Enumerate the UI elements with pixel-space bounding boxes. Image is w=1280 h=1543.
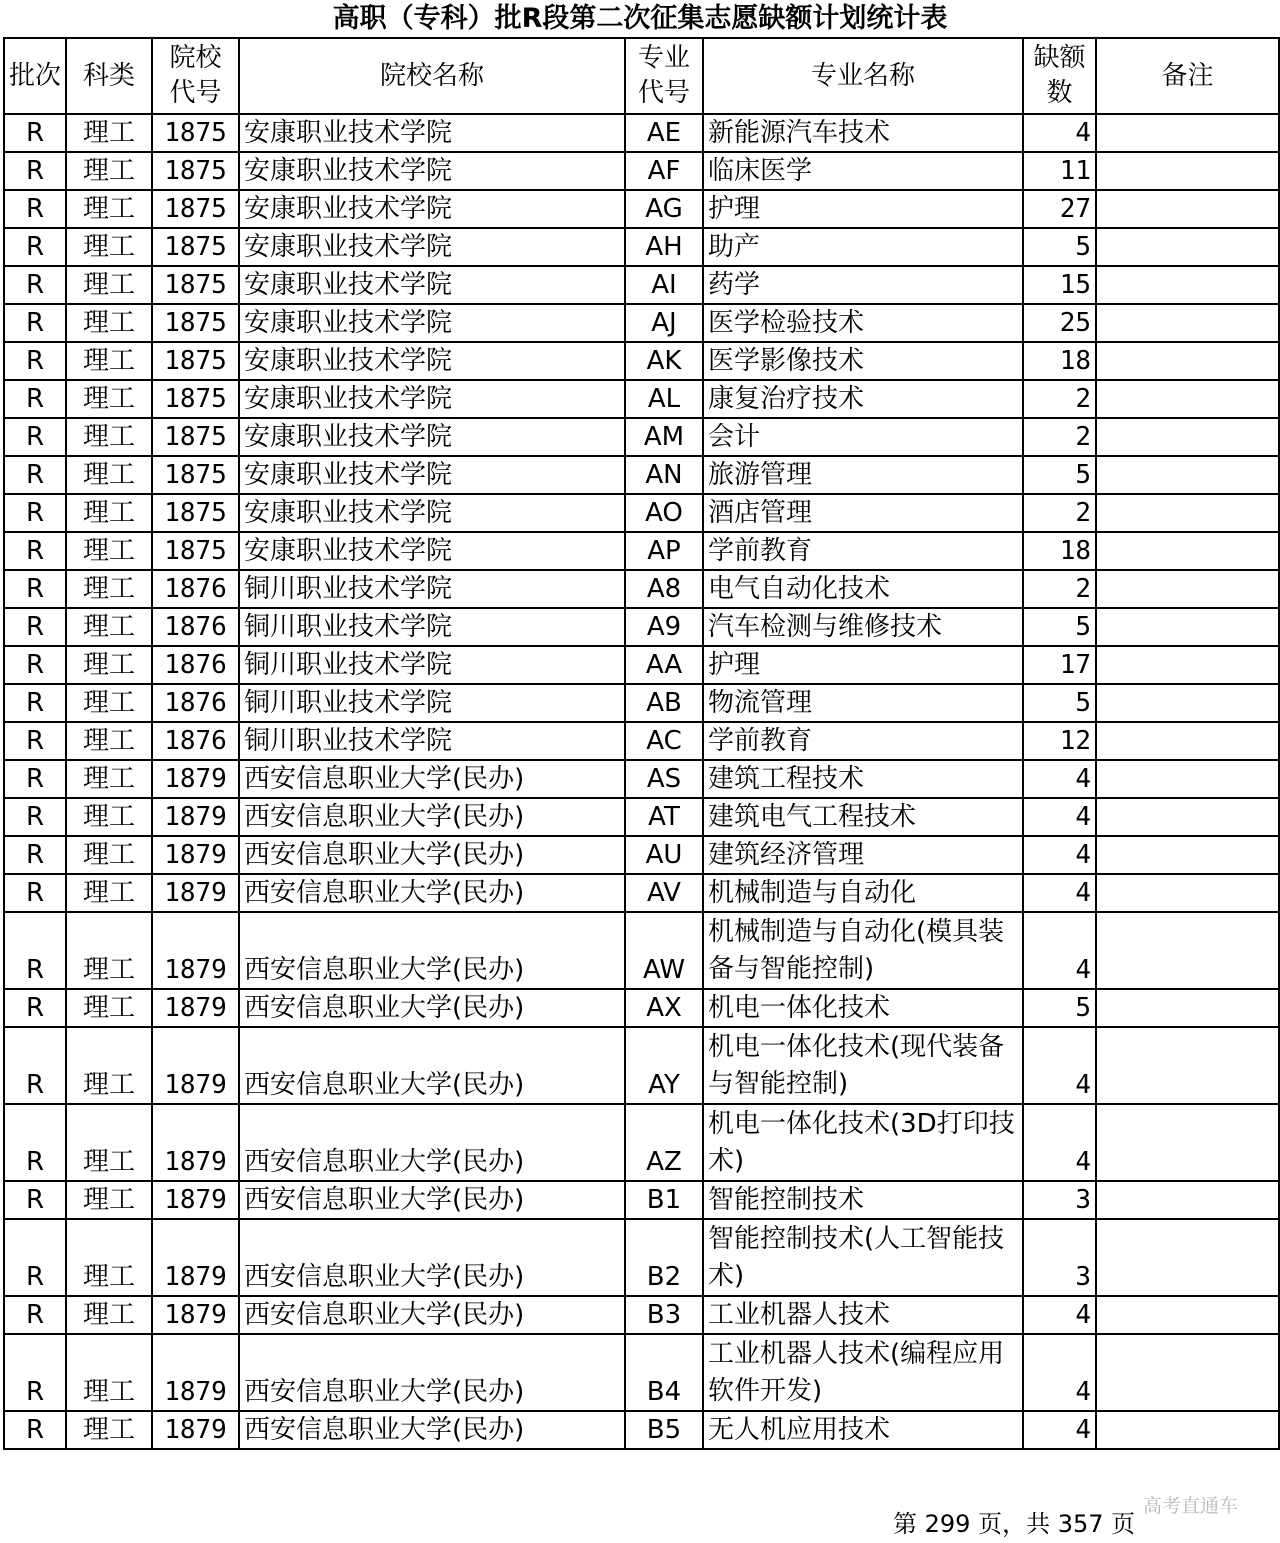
table-row	[4, 114, 1279, 152]
table-row	[4, 1411, 1279, 1449]
cell-note	[1096, 418, 1279, 456]
cell-vacancy: 4	[1023, 1296, 1096, 1334]
cell-vacancy: 27	[1023, 190, 1096, 228]
header-major-code: 专业代号	[625, 38, 703, 114]
cell-vacancy: 4	[1023, 114, 1096, 152]
cell-major-code: A9	[625, 608, 703, 646]
cell-school-name: 西安信息职业大学(民办)	[239, 760, 625, 798]
cell-school-code: 1879	[152, 1027, 239, 1104]
cell-vacancy: 2	[1023, 570, 1096, 608]
cell-category: 理工	[66, 570, 152, 608]
table-row	[4, 989, 1279, 1027]
cell-major-code: AP	[625, 532, 703, 570]
cell-school-name: 西安信息职业大学(民办)	[239, 1296, 625, 1334]
cell-batch: R	[4, 760, 66, 798]
cell-note	[1096, 456, 1279, 494]
cell-category: 理工	[66, 380, 152, 418]
cell-school-code: 1879	[152, 912, 239, 989]
header-batch: 批次	[4, 38, 66, 114]
cell-batch: R	[4, 570, 66, 608]
cell-school-name: 西安信息职业大学(民办)	[239, 1334, 625, 1411]
cell-vacancy: 11	[1023, 152, 1096, 190]
cell-major-name: 汽车检测与维修技术	[703, 608, 1023, 646]
cell-note	[1096, 532, 1279, 570]
cell-school-name: 安康职业技术学院	[239, 494, 625, 532]
cell-note	[1096, 608, 1279, 646]
cell-major-name: 机电一体化技术(3D打印技术)	[703, 1104, 1023, 1181]
table-row	[4, 1104, 1279, 1181]
page-title: 高职（专科）批R段第二次征集志愿缺额计划统计表	[332, 3, 948, 34]
table-row	[4, 1296, 1279, 1334]
cell-note	[1096, 760, 1279, 798]
cell-note	[1096, 912, 1279, 989]
cell-vacancy: 3	[1023, 1219, 1096, 1296]
cell-vacancy: 5	[1023, 684, 1096, 722]
cell-note	[1096, 1334, 1279, 1411]
cell-batch: R	[4, 342, 66, 380]
cell-vacancy: 4	[1023, 1027, 1096, 1104]
cell-major-name: 建筑工程技术	[703, 760, 1023, 798]
cell-major-code: AN	[625, 456, 703, 494]
cell-school-name: 安康职业技术学院	[239, 228, 625, 266]
cell-vacancy: 2	[1023, 418, 1096, 456]
cell-school-code: 1879	[152, 798, 239, 836]
cell-category: 理工	[66, 494, 152, 532]
cell-batch: R	[4, 304, 66, 342]
cell-note	[1096, 228, 1279, 266]
vacancy-plan-table	[3, 37, 1280, 1450]
table-row	[4, 798, 1279, 836]
cell-school-code: 1879	[152, 874, 239, 912]
cell-batch: R	[4, 608, 66, 646]
table-row	[4, 1181, 1279, 1219]
cell-batch: R	[4, 494, 66, 532]
cell-major-code: AY	[625, 1027, 703, 1104]
cell-major-name: 药学	[703, 266, 1023, 304]
cell-vacancy: 3	[1023, 1181, 1096, 1219]
cell-school-code: 1879	[152, 1411, 239, 1449]
cell-major-name: 医学检验技术	[703, 304, 1023, 342]
cell-vacancy: 5	[1023, 228, 1096, 266]
cell-major-code: AT	[625, 798, 703, 836]
cell-major-name: 电气自动化技术	[703, 570, 1023, 608]
table-row	[4, 1334, 1279, 1411]
cell-category: 理工	[66, 190, 152, 228]
cell-note	[1096, 380, 1279, 418]
cell-school-code: 1875	[152, 532, 239, 570]
cell-note	[1096, 1027, 1279, 1104]
cell-batch: R	[4, 874, 66, 912]
cell-batch: R	[4, 266, 66, 304]
cell-school-code: 1879	[152, 1219, 239, 1296]
table-row	[4, 152, 1279, 190]
cell-vacancy: 5	[1023, 989, 1096, 1027]
cell-note	[1096, 722, 1279, 760]
cell-school-code: 1879	[152, 1181, 239, 1219]
cell-major-name: 建筑电气工程技术	[703, 798, 1023, 836]
table-row	[4, 570, 1279, 608]
cell-note	[1096, 570, 1279, 608]
cell-batch: R	[4, 798, 66, 836]
cell-school-code: 1876	[152, 646, 239, 684]
cell-vacancy: 4	[1023, 874, 1096, 912]
cell-category: 理工	[66, 1104, 152, 1181]
cell-vacancy: 5	[1023, 456, 1096, 494]
cell-school-name: 安康职业技术学院	[239, 380, 625, 418]
cell-category: 理工	[66, 1411, 152, 1449]
cell-vacancy: 2	[1023, 494, 1096, 532]
cell-school-code: 1875	[152, 494, 239, 532]
cell-category: 理工	[66, 152, 152, 190]
cell-school-name: 西安信息职业大学(民办)	[239, 1104, 625, 1181]
cell-batch: R	[4, 1296, 66, 1334]
cell-vacancy: 4	[1023, 1334, 1096, 1411]
table-row	[4, 608, 1279, 646]
cell-major-code: B2	[625, 1219, 703, 1296]
header-school-name: 院校名称	[239, 38, 625, 114]
cell-major-name: 机电一体化技术(现代装备与智能控制)	[703, 1027, 1023, 1104]
table-row	[4, 380, 1279, 418]
cell-school-name: 西安信息职业大学(民办)	[239, 1219, 625, 1296]
cell-school-code: 1876	[152, 608, 239, 646]
cell-major-code: AZ	[625, 1104, 703, 1181]
cell-school-code: 1875	[152, 266, 239, 304]
cell-category: 理工	[66, 646, 152, 684]
cell-major-name: 物流管理	[703, 684, 1023, 722]
cell-major-name: 学前教育	[703, 532, 1023, 570]
table-row	[4, 456, 1279, 494]
cell-batch: R	[4, 1104, 66, 1181]
cell-batch: R	[4, 380, 66, 418]
cell-category: 理工	[66, 798, 152, 836]
cell-major-name: 旅游管理	[703, 456, 1023, 494]
cell-batch: R	[4, 1027, 66, 1104]
cell-major-name: 临床医学	[703, 152, 1023, 190]
cell-school-code: 1875	[152, 228, 239, 266]
cell-major-code: AO	[625, 494, 703, 532]
cell-vacancy: 2	[1023, 380, 1096, 418]
cell-major-name: 助产	[703, 228, 1023, 266]
cell-school-code: 1875	[152, 152, 239, 190]
cell-major-name: 酒店管理	[703, 494, 1023, 532]
cell-school-code: 1879	[152, 989, 239, 1027]
cell-category: 理工	[66, 456, 152, 494]
cell-category: 理工	[66, 114, 152, 152]
cell-major-name: 医学影像技术	[703, 342, 1023, 380]
header-category: 科类	[66, 38, 152, 114]
cell-category: 理工	[66, 836, 152, 874]
table-row	[4, 912, 1279, 989]
cell-note	[1096, 836, 1279, 874]
cell-note	[1096, 1411, 1279, 1449]
table-row	[4, 266, 1279, 304]
cell-major-name: 会计	[703, 418, 1023, 456]
cell-major-code: AE	[625, 114, 703, 152]
cell-major-name: 智能控制技术	[703, 1181, 1023, 1219]
cell-category: 理工	[66, 266, 152, 304]
cell-vacancy: 4	[1023, 760, 1096, 798]
cell-school-code: 1875	[152, 304, 239, 342]
cell-school-name: 西安信息职业大学(民办)	[239, 874, 625, 912]
cell-school-name: 铜川职业技术学院	[239, 722, 625, 760]
cell-note	[1096, 494, 1279, 532]
cell-note	[1096, 152, 1279, 190]
cell-batch: R	[4, 1219, 66, 1296]
cell-note	[1096, 684, 1279, 722]
cell-category: 理工	[66, 874, 152, 912]
cell-major-code: AI	[625, 266, 703, 304]
cell-batch: R	[4, 228, 66, 266]
cell-school-code: 1879	[152, 760, 239, 798]
cell-major-name: 机械制造与自动化(模具装备与智能控制)	[703, 912, 1023, 989]
cell-major-code: AK	[625, 342, 703, 380]
cell-school-code: 1876	[152, 570, 239, 608]
cell-category: 理工	[66, 760, 152, 798]
cell-major-name: 无人机应用技术	[703, 1411, 1023, 1449]
cell-school-name: 西安信息职业大学(民办)	[239, 912, 625, 989]
cell-school-name: 安康职业技术学院	[239, 418, 625, 456]
table-row	[4, 874, 1279, 912]
table-row	[4, 342, 1279, 380]
table-row	[4, 1027, 1279, 1104]
cell-school-code: 1876	[152, 722, 239, 760]
cell-school-name: 安康职业技术学院	[239, 152, 625, 190]
cell-school-name: 安康职业技术学院	[239, 190, 625, 228]
cell-major-name: 工业机器人技术	[703, 1296, 1023, 1334]
cell-vacancy: 4	[1023, 912, 1096, 989]
cell-batch: R	[4, 989, 66, 1027]
cell-note	[1096, 304, 1279, 342]
cell-category: 理工	[66, 532, 152, 570]
cell-vacancy: 4	[1023, 1104, 1096, 1181]
cell-major-code: AU	[625, 836, 703, 874]
cell-note	[1096, 989, 1279, 1027]
cell-major-code: AH	[625, 228, 703, 266]
cell-category: 理工	[66, 1181, 152, 1219]
cell-school-code: 1875	[152, 456, 239, 494]
cell-vacancy: 17	[1023, 646, 1096, 684]
table-header-row	[4, 38, 1279, 114]
cell-major-name: 护理	[703, 190, 1023, 228]
cell-vacancy: 12	[1023, 722, 1096, 760]
cell-major-code: AX	[625, 989, 703, 1027]
cell-school-name: 安康职业技术学院	[239, 456, 625, 494]
header-school-code: 院校代号	[152, 38, 239, 114]
table-row	[4, 494, 1279, 532]
table-row	[4, 418, 1279, 456]
cell-school-code: 1875	[152, 114, 239, 152]
cell-major-code: B3	[625, 1296, 703, 1334]
cell-major-code: AF	[625, 152, 703, 190]
cell-category: 理工	[66, 989, 152, 1027]
cell-school-code: 1875	[152, 342, 239, 380]
cell-vacancy: 18	[1023, 342, 1096, 380]
table-row	[4, 684, 1279, 722]
cell-note	[1096, 1181, 1279, 1219]
cell-major-code: B5	[625, 1411, 703, 1449]
table-row	[4, 228, 1279, 266]
table-row	[4, 304, 1279, 342]
cell-batch: R	[4, 1181, 66, 1219]
cell-major-code: AL	[625, 380, 703, 418]
cell-major-code: AA	[625, 646, 703, 684]
cell-major-code: AC	[625, 722, 703, 760]
cell-school-name: 铜川职业技术学院	[239, 684, 625, 722]
cell-note	[1096, 1219, 1279, 1296]
table-row	[4, 722, 1279, 760]
cell-category: 理工	[66, 1296, 152, 1334]
cell-school-name: 铜川职业技术学院	[239, 570, 625, 608]
cell-note	[1096, 342, 1279, 380]
cell-batch: R	[4, 190, 66, 228]
cell-school-name: 安康职业技术学院	[239, 342, 625, 380]
cell-note	[1096, 646, 1279, 684]
cell-category: 理工	[66, 228, 152, 266]
cell-major-code: AV	[625, 874, 703, 912]
cell-batch: R	[4, 152, 66, 190]
cell-vacancy: 18	[1023, 532, 1096, 570]
cell-school-name: 安康职业技术学院	[239, 532, 625, 570]
cell-major-name: 智能控制技术(人工智能技术)	[703, 1219, 1023, 1296]
cell-major-code: AB	[625, 684, 703, 722]
cell-major-code: AW	[625, 912, 703, 989]
cell-school-code: 1879	[152, 836, 239, 874]
cell-school-code: 1875	[152, 418, 239, 456]
cell-major-name: 学前教育	[703, 722, 1023, 760]
cell-batch: R	[4, 1334, 66, 1411]
cell-school-name: 安康职业技术学院	[239, 114, 625, 152]
cell-school-code: 1879	[152, 1296, 239, 1334]
cell-batch: R	[4, 836, 66, 874]
cell-batch: R	[4, 646, 66, 684]
cell-category: 理工	[66, 418, 152, 456]
cell-school-name: 西安信息职业大学(民办)	[239, 989, 625, 1027]
cell-note	[1096, 874, 1279, 912]
cell-category: 理工	[66, 684, 152, 722]
cell-vacancy: 4	[1023, 798, 1096, 836]
cell-major-code: AS	[625, 760, 703, 798]
cell-major-code: AG	[625, 190, 703, 228]
cell-category: 理工	[66, 608, 152, 646]
cell-category: 理工	[66, 342, 152, 380]
cell-vacancy: 4	[1023, 836, 1096, 874]
cell-category: 理工	[66, 912, 152, 989]
cell-batch: R	[4, 912, 66, 989]
header-note: 备注	[1096, 38, 1279, 114]
cell-major-code: AM	[625, 418, 703, 456]
cell-category: 理工	[66, 1334, 152, 1411]
page-number: 第 299 页，共 357 页	[893, 1510, 1136, 1538]
cell-batch: R	[4, 1411, 66, 1449]
cell-note	[1096, 798, 1279, 836]
header-vacancy: 缺额数	[1023, 38, 1096, 114]
cell-batch: R	[4, 114, 66, 152]
cell-major-name: 建筑经济管理	[703, 836, 1023, 874]
table-row	[4, 190, 1279, 228]
cell-school-name: 安康职业技术学院	[239, 304, 625, 342]
cell-major-code: AJ	[625, 304, 703, 342]
table-body	[4, 114, 1279, 1449]
cell-major-name: 护理	[703, 646, 1023, 684]
cell-note	[1096, 190, 1279, 228]
cell-note	[1096, 1104, 1279, 1181]
cell-category: 理工	[66, 1027, 152, 1104]
cell-school-code: 1875	[152, 380, 239, 418]
cell-school-code: 1879	[152, 1334, 239, 1411]
cell-category: 理工	[66, 1219, 152, 1296]
cell-school-name: 铜川职业技术学院	[239, 646, 625, 684]
cell-vacancy: 15	[1023, 266, 1096, 304]
cell-school-name: 西安信息职业大学(民办)	[239, 836, 625, 874]
cell-school-name: 西安信息职业大学(民办)	[239, 1181, 625, 1219]
cell-batch: R	[4, 418, 66, 456]
cell-category: 理工	[66, 722, 152, 760]
cell-major-name: 工业机器人技术(编程应用软件开发)	[703, 1334, 1023, 1411]
table-row	[4, 1219, 1279, 1296]
cell-major-name: 机电一体化技术	[703, 989, 1023, 1027]
cell-major-code: B1	[625, 1181, 703, 1219]
cell-note	[1096, 114, 1279, 152]
cell-batch: R	[4, 722, 66, 760]
watermark-text: 高考直通车	[1143, 1495, 1239, 1517]
cell-school-name: 西安信息职业大学(民办)	[239, 1411, 625, 1449]
cell-major-name: 康复治疗技术	[703, 380, 1023, 418]
cell-vacancy: 25	[1023, 304, 1096, 342]
cell-school-name: 西安信息职业大学(民办)	[239, 1027, 625, 1104]
cell-school-code: 1879	[152, 1104, 239, 1181]
cell-vacancy: 5	[1023, 608, 1096, 646]
cell-major-name: 机械制造与自动化	[703, 874, 1023, 912]
cell-school-name: 铜川职业技术学院	[239, 608, 625, 646]
cell-major-code: A8	[625, 570, 703, 608]
table-row	[4, 532, 1279, 570]
cell-school-code: 1875	[152, 190, 239, 228]
cell-school-code: 1876	[152, 684, 239, 722]
cell-major-code: B4	[625, 1334, 703, 1411]
cell-school-name: 安康职业技术学院	[239, 266, 625, 304]
cell-note	[1096, 266, 1279, 304]
table-row	[4, 836, 1279, 874]
cell-batch: R	[4, 532, 66, 570]
cell-school-name: 西安信息职业大学(民办)	[239, 798, 625, 836]
header-major-name: 专业名称	[703, 38, 1023, 114]
cell-batch: R	[4, 684, 66, 722]
table-row	[4, 646, 1279, 684]
cell-vacancy: 4	[1023, 1411, 1096, 1449]
cell-major-name: 新能源汽车技术	[703, 114, 1023, 152]
cell-category: 理工	[66, 304, 152, 342]
cell-batch: R	[4, 456, 66, 494]
table-row	[4, 760, 1279, 798]
cell-note	[1096, 1296, 1279, 1334]
